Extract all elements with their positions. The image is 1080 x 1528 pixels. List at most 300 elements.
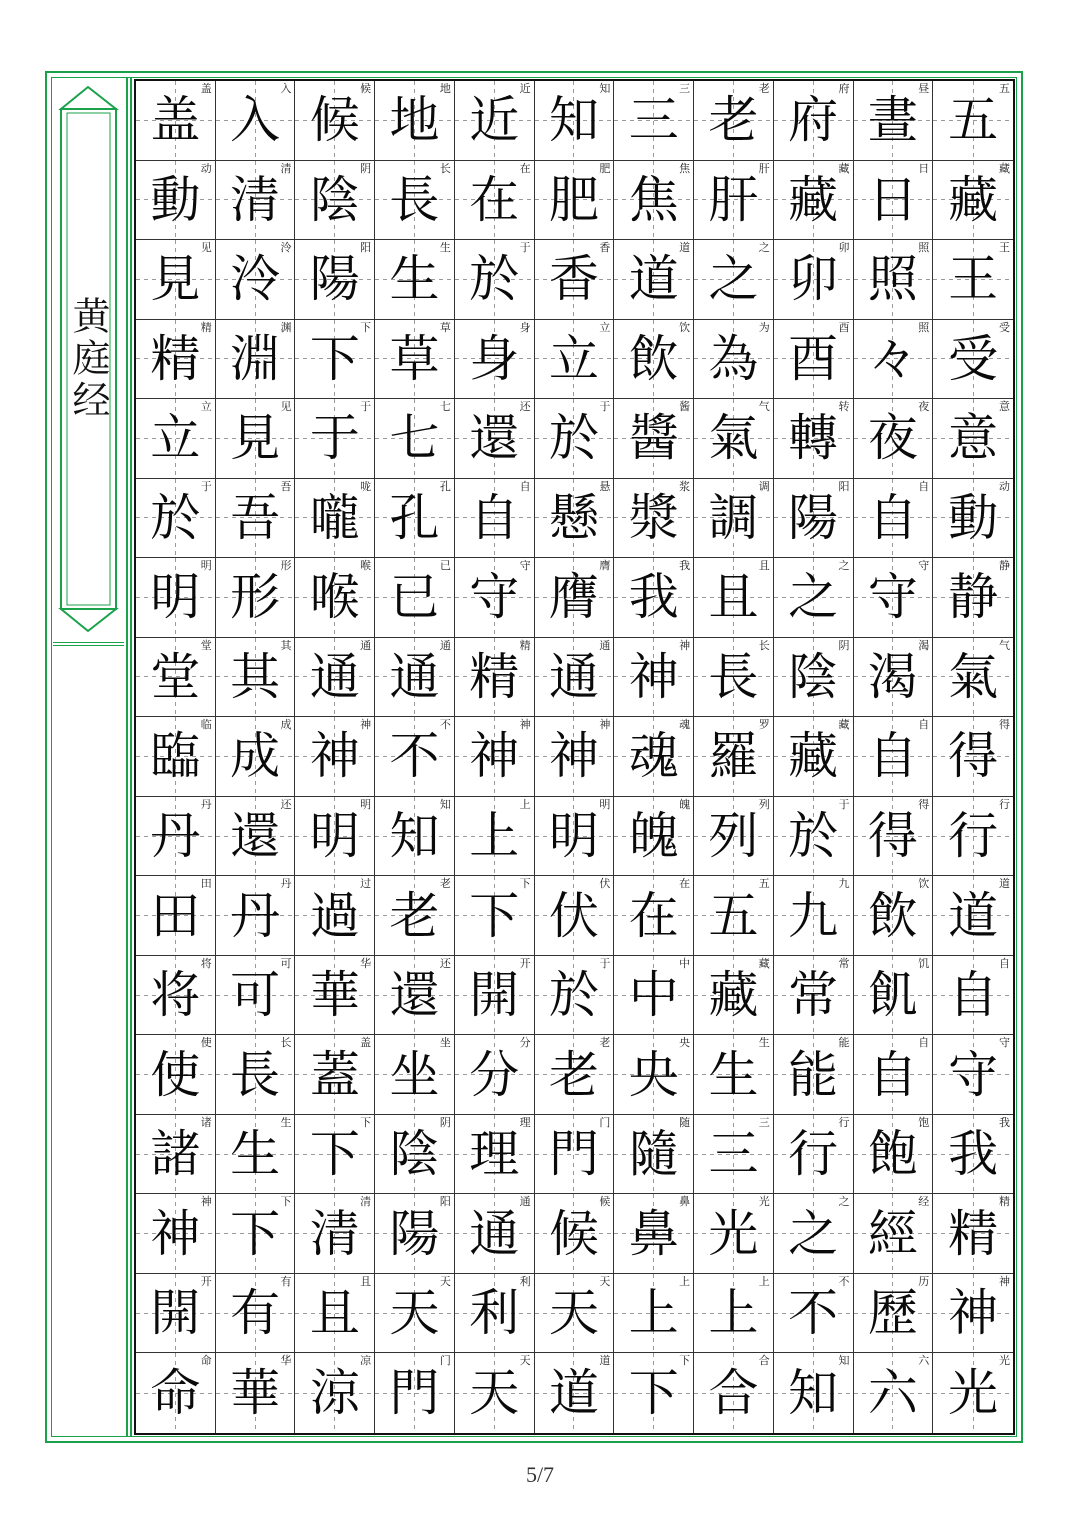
calligraphy-character: 肝 — [708, 170, 759, 229]
calligraphy-character: 光 — [708, 1204, 759, 1263]
grid-cell — [455, 1353, 535, 1433]
simplified-reference: 于 — [838, 797, 850, 811]
simplified-reference: 自 — [918, 718, 930, 732]
grid-cell — [455, 320, 535, 400]
simplified-reference: 酉 — [838, 320, 850, 334]
simplified-reference: 转 — [838, 400, 850, 414]
calligraphy-character: 華 — [309, 966, 360, 1025]
calligraphy-character: 精 — [150, 329, 201, 388]
simplified-reference: 立 — [599, 320, 611, 334]
grid-cell — [854, 876, 934, 956]
grid-cell — [535, 161, 615, 241]
calligraphy-character: 鼻 — [628, 1204, 679, 1263]
calligraphy-character: 行 — [948, 807, 999, 865]
simplified-reference: 之 — [758, 241, 770, 255]
simplified-reference: 盖 — [360, 1036, 372, 1050]
page-number: 5/7 — [525, 1462, 555, 1487]
simplified-reference: 香 — [599, 241, 611, 255]
grid-cell — [455, 558, 535, 638]
calligraphy-character: 通 — [389, 647, 440, 706]
grid-cell — [375, 240, 455, 320]
grid-cell — [295, 161, 375, 241]
simplified-reference: 于 — [599, 956, 611, 970]
grid-cell — [614, 956, 694, 1036]
calligraphy-character: 利 — [469, 1284, 520, 1343]
grid-cell — [933, 876, 1013, 956]
simplified-reference: 自 — [918, 1036, 930, 1050]
simplified-reference: 将 — [200, 956, 212, 970]
grid-cell — [694, 797, 774, 877]
calligraphy-character: 草 — [389, 329, 440, 388]
grid-cell — [933, 399, 1013, 479]
simplified-reference: 堂 — [200, 638, 212, 652]
calligraphy-character: 列 — [708, 807, 759, 865]
grid-cell — [854, 956, 934, 1036]
simplified-reference: 精 — [519, 638, 531, 652]
simplified-reference: 动 — [998, 479, 1010, 493]
grid-cell — [375, 1194, 455, 1274]
simplified-reference: 阴 — [439, 1115, 451, 1129]
simplified-reference: 阳 — [360, 241, 372, 255]
grid-cell — [774, 1194, 854, 1274]
simplified-reference: 守 — [519, 559, 531, 573]
simplified-reference: 阳 — [439, 1195, 451, 1209]
grid-cell — [614, 558, 694, 638]
simplified-reference: 身 — [519, 320, 531, 334]
calligraphy-character: 於 — [548, 409, 599, 468]
calligraphy-character: 丹 — [230, 886, 281, 945]
calligraphy-character: 命 — [150, 1364, 201, 1423]
calligraphy-character: 意 — [948, 409, 999, 468]
grid-cell — [295, 717, 375, 797]
simplified-reference: 凉 — [360, 1354, 372, 1368]
simplified-reference: 阴 — [360, 161, 372, 175]
simplified-reference: 神 — [360, 718, 372, 732]
calligraphy-character: 神 — [150, 1204, 201, 1263]
simplified-reference: 坐 — [439, 1036, 451, 1050]
simplified-reference: 丹 — [200, 797, 212, 811]
simplified-reference: 阳 — [838, 479, 850, 493]
simplified-reference: 神 — [599, 718, 611, 732]
calligraphy-character: 已 — [389, 568, 440, 627]
grid-cell — [614, 1035, 694, 1115]
simplified-reference: 于 — [360, 400, 372, 414]
calligraphy-character: 道 — [548, 1364, 599, 1423]
simplified-reference: 天 — [519, 1354, 531, 1368]
simplified-reference: 长 — [439, 161, 451, 175]
grid-cell — [854, 1274, 934, 1354]
calligraphy-character: 於 — [469, 250, 520, 309]
calligraphy-character: 精 — [948, 1204, 999, 1263]
grid-cell — [694, 1353, 774, 1433]
calligraphy-character: 自 — [948, 966, 999, 1025]
simplified-reference: 盖 — [200, 82, 212, 95]
calligraphy-character: 生 — [708, 1045, 759, 1104]
simplified-reference: 形 — [280, 559, 292, 573]
calligraphy-character: 不 — [389, 727, 440, 786]
calligraphy-character: 静 — [948, 568, 999, 627]
grid-cell — [614, 399, 694, 479]
grid-cell — [694, 479, 774, 559]
simplified-reference: 历 — [918, 1274, 930, 1288]
calligraphy-character: 府 — [788, 91, 839, 150]
grid-cell — [854, 717, 934, 797]
simplified-reference: 在 — [519, 161, 531, 175]
simplified-reference: 田 — [200, 877, 212, 891]
grid-cell — [614, 1194, 694, 1274]
calligraphy-character: 日 — [867, 170, 918, 229]
calligraphy-character: 泠 — [230, 250, 281, 309]
simplified-reference: 九 — [838, 877, 850, 891]
calligraphy-character: 長 — [230, 1045, 281, 1104]
grid-cell — [295, 399, 375, 479]
calligraphy-character: 焦 — [628, 170, 679, 229]
calligraphy-character: 過 — [309, 886, 360, 945]
calligraphy-character: 且 — [309, 1284, 360, 1343]
grid-cell — [614, 717, 694, 797]
calligraphy-character: 臨 — [150, 727, 201, 786]
calligraphy-character: 五 — [948, 91, 999, 150]
simplified-reference: 还 — [439, 956, 451, 970]
simplified-reference: 神 — [200, 1195, 212, 1209]
calligraphy-character: 長 — [708, 647, 759, 706]
simplified-reference: 王 — [998, 241, 1010, 255]
grid-cell — [774, 1035, 854, 1115]
grid-cell — [614, 161, 694, 241]
grid-cell — [614, 638, 694, 718]
grid-cell — [535, 81, 615, 161]
grid-cell — [136, 558, 216, 638]
simplified-reference: 精 — [998, 1195, 1010, 1209]
simplified-reference: 藏 — [838, 161, 850, 175]
simplified-reference: 七 — [439, 400, 451, 414]
grid-cell — [694, 81, 774, 161]
grid-cell — [455, 717, 535, 797]
simplified-reference: 行 — [838, 1115, 850, 1129]
simplified-reference: 夜 — [918, 400, 930, 414]
calligraphy-character: 還 — [469, 409, 520, 468]
grid-cell — [694, 1115, 774, 1195]
simplified-reference: 焦 — [679, 161, 691, 175]
calligraphy-character: 老 — [708, 91, 759, 150]
simplified-reference: 喉 — [360, 559, 372, 573]
grid-cell — [375, 81, 455, 161]
grid-cell — [694, 876, 774, 956]
simplified-reference: 鼻 — [679, 1195, 691, 1209]
simplified-reference: 五 — [758, 877, 770, 891]
calligraphy-character: 清 — [309, 1204, 360, 1263]
grid-cell — [136, 399, 216, 479]
grid-cell — [136, 956, 216, 1036]
calligraphy-character: 丹 — [150, 807, 201, 865]
grid-cell — [933, 240, 1013, 320]
grid-cell — [216, 479, 296, 559]
simplified-reference: 府 — [838, 82, 850, 95]
grid-cell — [216, 717, 296, 797]
grid-cell — [375, 558, 455, 638]
calligraphy-character: 有 — [230, 1284, 281, 1343]
grid-cell — [535, 479, 615, 559]
title-panel — [53, 79, 124, 639]
grid-cell — [694, 956, 774, 1036]
simplified-reference: 通 — [439, 638, 451, 652]
calligraphy-character: 歷 — [867, 1284, 918, 1343]
calligraphy-character: 身 — [469, 329, 520, 388]
calligraphy-character: 神 — [469, 727, 520, 786]
grid-cell — [854, 638, 934, 718]
calligraphy-character: 精 — [469, 647, 520, 706]
calligraphy-character: 清 — [230, 170, 281, 229]
grid-cell — [136, 81, 216, 161]
grid-cell — [614, 797, 694, 877]
calligraphy-character: 道 — [628, 250, 679, 309]
simplified-reference: 可 — [280, 956, 292, 970]
grid-cell — [375, 1115, 455, 1195]
calligraphy-character: 喉 — [309, 568, 360, 627]
simplified-reference: 三 — [679, 82, 691, 95]
simplified-reference: 长 — [758, 638, 770, 652]
simplified-reference: 天 — [439, 1274, 451, 1288]
grid-cell — [216, 399, 296, 479]
grid-cell — [295, 320, 375, 400]
grid-cell — [854, 1035, 934, 1115]
grid-cell — [375, 320, 455, 400]
calligraphy-character: 飢 — [867, 966, 918, 1025]
grid-cell — [216, 956, 296, 1036]
grid-cell — [216, 1274, 296, 1354]
simplified-reference: 行 — [998, 797, 1010, 811]
grid-cell — [216, 240, 296, 320]
simplified-reference: 道 — [599, 1354, 611, 1368]
calligraphy-character: 三 — [628, 91, 679, 150]
calligraphy-character: 知 — [788, 1364, 839, 1423]
grid-cell — [455, 1274, 535, 1354]
simplified-reference: 下 — [519, 877, 531, 891]
simplified-reference: 央 — [679, 1036, 691, 1050]
calligraphy-character: 調 — [708, 488, 759, 547]
grid-cell — [774, 240, 854, 320]
simplified-reference: 于 — [599, 400, 611, 414]
grid-cell — [535, 638, 615, 718]
calligraphy-character: 近 — [469, 91, 520, 150]
simplified-reference: 清 — [360, 1195, 372, 1209]
simplified-reference: 且 — [758, 559, 770, 573]
calligraphy-character: 分 — [469, 1045, 520, 1104]
simplified-reference: 咙 — [360, 479, 372, 493]
grid-cell — [455, 876, 535, 956]
grid-cell — [216, 558, 296, 638]
simplified-reference: 华 — [280, 1354, 292, 1368]
simplified-reference: 天 — [599, 1274, 611, 1288]
grid-cell — [933, 320, 1013, 400]
calligraphy-character: 之 — [788, 1204, 839, 1263]
calligraphy-character: 常 — [788, 966, 839, 1025]
simplified-reference: 中 — [679, 956, 691, 970]
calligraphy-character: 神 — [548, 727, 599, 786]
calligraphy-character: 且 — [708, 568, 759, 627]
grid-cell — [216, 161, 296, 241]
grid-cell — [535, 240, 615, 320]
calligraphy-character: 氣 — [948, 647, 999, 706]
grid-cell — [854, 1194, 934, 1274]
character-grid — [134, 79, 1015, 1435]
simplified-reference: 随 — [679, 1115, 691, 1129]
grid-cell — [375, 956, 455, 1036]
simplified-reference: 酱 — [679, 400, 691, 414]
grid-cell — [694, 399, 774, 479]
simplified-reference: 肝 — [758, 161, 770, 175]
calligraphy-character: 藏 — [708, 966, 759, 1025]
grid-cell — [774, 161, 854, 241]
simplified-reference: 草 — [439, 320, 451, 334]
calligraphy-character: 天 — [389, 1284, 440, 1343]
simplified-reference: 日 — [918, 161, 930, 175]
simplified-reference: 开 — [519, 956, 531, 970]
simplified-reference: 见 — [200, 241, 212, 255]
grid-cell — [854, 240, 934, 320]
simplified-reference: 三 — [758, 1115, 770, 1129]
calligraphy-character: 自 — [469, 488, 520, 547]
grid-cell — [455, 399, 535, 479]
simplified-reference: 光 — [758, 1195, 770, 1209]
grid-cell — [295, 638, 375, 718]
calligraphy-character: 盖 — [150, 91, 201, 150]
calligraphy-character: 陰 — [309, 170, 360, 229]
simplified-reference: 知 — [439, 797, 451, 811]
simplified-reference: 老 — [599, 1036, 611, 1050]
grid-cell — [614, 876, 694, 956]
simplified-reference: 通 — [599, 638, 611, 652]
calligraphy-character: 光 — [948, 1364, 999, 1423]
grid-cell — [535, 876, 615, 956]
grid-cell — [295, 876, 375, 956]
grid-cell — [774, 558, 854, 638]
calligraphy-character: 明 — [309, 807, 360, 865]
grid-cell — [774, 717, 854, 797]
grid-cell — [375, 1035, 455, 1115]
simplified-reference: 其 — [280, 638, 292, 652]
simplified-reference: 门 — [439, 1354, 451, 1368]
calligraphy-character: 懸 — [548, 488, 599, 547]
calligraphy-character: 轉 — [788, 409, 839, 468]
grid-cell — [136, 717, 216, 797]
calligraphy-character: 陰 — [788, 647, 839, 706]
grid-cell — [774, 81, 854, 161]
calligraphy-character: 諸 — [150, 1125, 201, 1184]
simplified-reference: 得 — [918, 797, 930, 811]
simplified-reference: 浆 — [679, 479, 691, 493]
grid-cell — [136, 1353, 216, 1433]
grid-cell — [854, 1353, 934, 1433]
calligraphy-character: 受 — [948, 329, 999, 388]
grid-cell — [854, 479, 934, 559]
calligraphy-character: 守 — [469, 568, 520, 627]
calligraphy-character: 田 — [150, 886, 201, 945]
simplified-reference: 我 — [998, 1115, 1010, 1129]
calligraphy-character: 見 — [230, 409, 281, 468]
simplified-reference: 上 — [758, 1274, 770, 1288]
calligraphy-character: 成 — [230, 727, 281, 786]
grid-cell — [295, 1353, 375, 1433]
grid-cell — [295, 1115, 375, 1195]
grid-cell — [136, 876, 216, 956]
calligraphy-character: 老 — [548, 1045, 599, 1104]
simplified-reference: 魄 — [679, 797, 691, 811]
calligraphy-character: 肥 — [548, 170, 599, 229]
grid-cell — [854, 399, 934, 479]
simplified-reference: 门 — [599, 1115, 611, 1129]
calligraphy-character: 中 — [628, 966, 679, 1025]
calligraphy-character: 嚨 — [309, 488, 360, 547]
simplified-reference: 饥 — [918, 956, 930, 970]
calligraphy-character: 隨 — [628, 1125, 679, 1184]
simplified-reference: 悬 — [599, 479, 611, 493]
calligraphy-character: 涼 — [309, 1364, 360, 1423]
grid-cell — [375, 479, 455, 559]
calligraphy-character: 神 — [948, 1284, 999, 1343]
calligraphy-character: 陰 — [389, 1125, 440, 1184]
grid-cell — [375, 638, 455, 718]
simplified-reference: 卯 — [838, 241, 850, 255]
calligraphy-character: 於 — [548, 966, 599, 1025]
grid-cell — [535, 558, 615, 638]
simplified-reference: 丹 — [280, 877, 292, 891]
simplified-reference: 道 — [679, 241, 691, 255]
grid-cell — [455, 1115, 535, 1195]
simplified-reference: 长 — [280, 1036, 292, 1050]
grid-cell — [216, 320, 296, 400]
simplified-reference: 诸 — [200, 1115, 212, 1129]
grid-cell — [933, 797, 1013, 877]
simplified-reference: 上 — [679, 1274, 691, 1288]
calligraphy-character: 魂 — [628, 727, 679, 786]
calligraphy-character: 王 — [948, 250, 999, 309]
calligraphy-character: 候 — [309, 91, 360, 150]
simplified-reference: 神 — [998, 1274, 1010, 1288]
grid-cell — [216, 797, 296, 877]
calligraphy-character: 開 — [150, 1284, 201, 1343]
simplified-reference: 能 — [838, 1036, 850, 1050]
calligraphy-character: 神 — [628, 647, 679, 706]
grid-cell — [933, 479, 1013, 559]
grid-cell — [933, 638, 1013, 718]
calligraphy-character: 使 — [150, 1045, 201, 1104]
calligraphy-character: 之 — [788, 568, 839, 627]
grid-cell — [136, 797, 216, 877]
simplified-reference: 明 — [599, 797, 611, 811]
calligraphy-character: 下 — [309, 329, 360, 388]
calligraphy-character: 於 — [150, 488, 201, 547]
simplified-reference: 老 — [439, 877, 451, 891]
grid-cell — [774, 479, 854, 559]
grid-cell — [694, 717, 774, 797]
simplified-reference: 静 — [998, 559, 1010, 573]
simplified-reference: 候 — [599, 1195, 611, 1209]
simplified-reference: 我 — [679, 559, 691, 573]
calligraphy-character: 動 — [948, 488, 999, 547]
calligraphy-character: 魄 — [628, 807, 679, 865]
grid-cell — [455, 797, 535, 877]
grid-cell — [455, 956, 535, 1036]
calligraphy-character: 坐 — [389, 1045, 440, 1104]
calligraphy-character: 不 — [788, 1284, 839, 1343]
grid-cell — [295, 1274, 375, 1354]
calligraphy-character: 自 — [867, 727, 918, 786]
grid-cell — [774, 797, 854, 877]
simplified-reference: 气 — [758, 400, 770, 414]
calligraphy-character: 合 — [708, 1364, 759, 1423]
grid-cell — [774, 1353, 854, 1433]
